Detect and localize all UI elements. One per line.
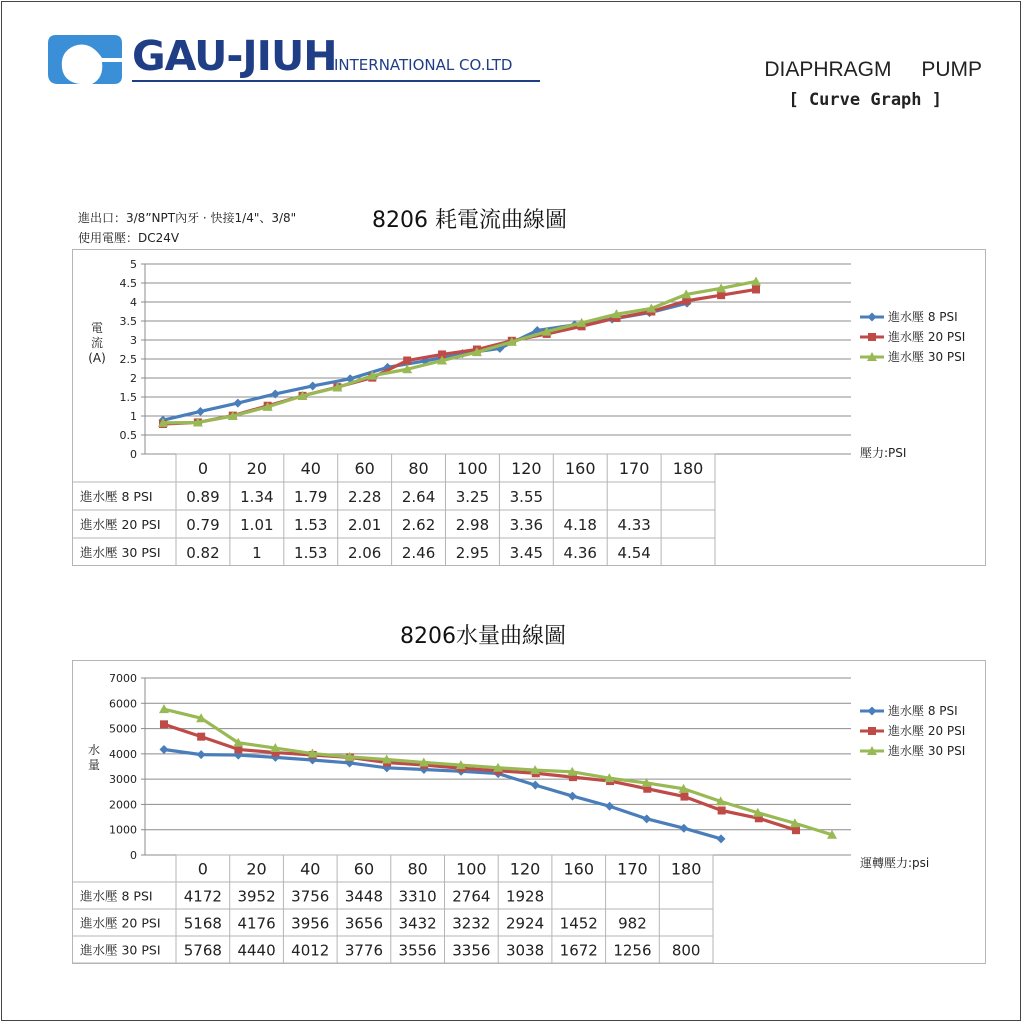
chart2-ytick-label: 0 — [130, 849, 137, 862]
chart2-title: 8206水量曲線圖 — [400, 624, 566, 649]
chart2-table-cell: 3038 — [505, 941, 545, 960]
chart1-ytick-label: 3 — [130, 334, 137, 347]
chart2-table-cell: 1928 — [505, 887, 545, 906]
chart1-legend-marker — [868, 313, 877, 322]
chart2-table-series-name: 進水壓 8 PSI — [80, 888, 153, 904]
chart1-table-series-name: 進水壓 30 PSI — [80, 545, 161, 560]
chart2-ytick-label: 4000 — [109, 747, 137, 761]
chart2-table-category: 40 — [300, 859, 321, 879]
chart2-legend-label: 進水壓 30 PSI — [888, 744, 966, 758]
chart2-table-cell: 4440 — [237, 941, 276, 960]
chart1-table-category: 160 — [564, 459, 596, 478]
chart1-ytick-label: 1.5 — [119, 391, 137, 404]
chart1-table-cell: 1.53 — [294, 544, 328, 562]
chart2-series-1-point — [605, 802, 614, 811]
chart2-ytick-label: 7000 — [109, 672, 137, 685]
chart2-table-category: 180 — [670, 859, 702, 879]
chart1-ytick-label: 0.5 — [119, 429, 137, 442]
chart1-ytick-label: 4.5 — [119, 277, 137, 290]
chart1-table-cell: 0.79 — [186, 516, 220, 534]
chart2-table-cell: 3356 — [452, 941, 491, 960]
chart1-table-cell: 3.36 — [509, 516, 544, 534]
chart1-ytick-label: 2.5 — [119, 353, 137, 366]
chart1-table-category: 120 — [511, 459, 542, 478]
chart1-xlabel: 壓力:PSI — [860, 446, 907, 460]
chart1-series-2-point — [403, 357, 411, 365]
chart2-ytick-label: 6000 — [109, 697, 137, 711]
chart2-table-cell: 3776 — [344, 941, 384, 960]
chart2-legend-marker — [868, 707, 877, 716]
chart2-table-cell: 3310 — [398, 887, 437, 906]
chart1-table-cell: 4.54 — [617, 544, 651, 562]
chart1-table-category: 20 — [246, 459, 268, 478]
chart2-table-cell: 4012 — [291, 941, 330, 960]
chart1-table-cell: 2.95 — [455, 544, 490, 562]
chart1-table-category: 40 — [300, 459, 321, 478]
chart1-table-cell: 1.01 — [240, 516, 274, 534]
chart1-table-cell: 0.89 — [186, 488, 220, 506]
chart1-legend-label: 進水壓 20 PSI — [888, 330, 966, 344]
chart2-table-cell: 3448 — [344, 887, 384, 906]
chart1-table-cell: 1.34 — [240, 488, 274, 506]
chart1-table-cell: 0.82 — [186, 544, 220, 562]
chart1-series-1-point — [308, 381, 317, 390]
chart2-table-series-name: 進水壓 20 PSI — [80, 915, 161, 931]
chart1-ytick-label: 5 — [130, 258, 137, 271]
chart2-table-cell: 3656 — [344, 914, 384, 933]
chart2-table-category: 170 — [617, 859, 648, 879]
chart1-table-cell: 3.25 — [455, 488, 490, 506]
page-title: DIAPHRAGM PUMP — [764, 58, 982, 81]
chart1-ylabel: 電 — [90, 321, 104, 335]
chart2-series-2-point — [680, 793, 688, 801]
chart1-title: 8206 耗電流曲線圖 — [372, 208, 567, 233]
chart2-table-category: 160 — [563, 859, 595, 879]
water-drop-icon — [46, 32, 126, 88]
chart1-ytick-label: 1 — [130, 410, 137, 423]
chart2-series-1-point — [197, 750, 206, 759]
chart1-table-cell: 3.55 — [509, 488, 544, 506]
chart2-table-cell: 3956 — [291, 914, 330, 933]
chart1-table-cell: 2.46 — [401, 544, 436, 562]
chart2-table-category: 100 — [456, 859, 487, 879]
chart2-table-cell: 1256 — [613, 941, 652, 960]
chart2-table-cell: 3756 — [291, 887, 330, 906]
chart1-table-category: 100 — [457, 459, 488, 478]
chart1-table-cell: 2.64 — [401, 488, 436, 506]
spec-line-voltage: 使用電壓：DC24V — [78, 231, 180, 245]
chart2-table-cell: 5168 — [183, 914, 222, 933]
chart1-ytick-label: 4 — [130, 296, 137, 309]
chart1-legend-marker — [868, 333, 876, 341]
chart2-series-1-point — [160, 745, 169, 754]
chart1-table-cell: 1.53 — [294, 516, 328, 534]
chart2-legend-label: 進水壓 20 PSI — [888, 724, 966, 738]
chart2-series-1-point — [568, 792, 577, 801]
chart1-table-cell: 1.79 — [294, 488, 328, 506]
chart1-table-cell: 2.06 — [347, 544, 382, 562]
spec-line-ports: 進出口：3/8”NPT內牙 · 快接1/4"、3/8" — [78, 211, 297, 225]
company-logo — [46, 30, 546, 90]
chart2-series-2-point — [160, 720, 168, 728]
chart2-series-1-point — [642, 814, 651, 823]
current-chart — [72, 249, 986, 566]
chart1-series-1-point — [196, 407, 205, 416]
chart2-table-category: 120 — [509, 859, 541, 879]
chart1-series-1-point — [233, 399, 242, 408]
chart2-ylabel: 量 — [87, 758, 101, 772]
chart1-table-cell: 3.45 — [509, 544, 544, 562]
chart2-ylabel: 水 — [87, 743, 101, 757]
chart1-table-cell: 2.01 — [347, 516, 382, 534]
chart2-table-series-name: 進水壓 30 PSI — [80, 942, 161, 958]
chart2-xlabel: 運轉壓力:psi — [860, 856, 930, 870]
chart1-ylabel: (A) — [88, 351, 106, 365]
chart2-series-2-point — [197, 733, 205, 741]
chart2-table-cell: 3952 — [237, 887, 276, 906]
chart1-table-cell: 2.28 — [347, 488, 382, 506]
chart2-table-cell: 3432 — [398, 914, 437, 933]
chart2-legend-label: 進水壓 8 PSI — [888, 704, 958, 718]
chart1-ytick-label: 2 — [130, 372, 137, 385]
chart1-legend-label: 進水壓 30 PSI — [888, 350, 966, 364]
chart2-table-category: 80 — [407, 859, 428, 879]
chart1-table-cell: 4.33 — [617, 516, 651, 534]
chart2-table-category: 0 — [197, 859, 208, 879]
chart2-ytick-label: 5000 — [109, 722, 137, 736]
chart2-table-cell: 1672 — [559, 941, 598, 960]
chart1-table-series-name: 進水壓 8 PSI — [80, 489, 153, 504]
page-subtitle: [ Curve Graph ] — [788, 90, 942, 110]
chart1-table-cell: 2.98 — [455, 516, 490, 534]
chart1-legend-label: 進水壓 8 PSI — [888, 310, 958, 324]
chart2-table-cell: 1452 — [559, 914, 598, 933]
chart2-series-2-point — [718, 806, 726, 814]
chart1-table-category: 0 — [197, 459, 209, 478]
chart2-table-cell: 4176 — [237, 914, 276, 933]
chart1-ytick-label: 0 — [130, 448, 137, 461]
chart2-ytick-label: 3000 — [109, 773, 137, 787]
logo-subtitle: INTERNATIONAL CO.LTD — [334, 56, 513, 74]
chart2-table-category: 60 — [353, 859, 375, 879]
chart2-table-cell: 982 — [618, 914, 647, 933]
chart2-series-2-line — [164, 724, 796, 830]
chart1-table-cell: 4.18 — [563, 516, 597, 534]
chart2-table-cell: 3232 — [452, 914, 491, 933]
chart1-table-cell: 2.62 — [401, 516, 436, 534]
chart2-series-1-point — [679, 824, 688, 833]
chart2-table-cell: 2764 — [452, 887, 491, 906]
chart1-table-category: 80 — [408, 459, 429, 478]
chart1-ylabel: 流 — [90, 336, 104, 350]
flow-chart — [72, 660, 986, 964]
chart2-table-category: 20 — [246, 859, 267, 879]
chart1-table-cell: 4.36 — [563, 544, 597, 562]
logo-name: GAU-JIUH — [132, 32, 337, 80]
chart1-table-category: 170 — [618, 459, 650, 478]
chart2-series-1-point — [531, 781, 540, 790]
chart2-series-2-point — [792, 826, 800, 834]
chart2-ytick-label: 2000 — [109, 798, 137, 812]
chart1-series-2-point — [717, 291, 725, 299]
chart2-table-cell: 4172 — [183, 887, 222, 906]
chart1-table-category: 180 — [672, 459, 704, 478]
chart1-table-series-name: 進水壓 20 PSI — [80, 517, 161, 532]
chart2-series-1-point — [717, 834, 726, 843]
chart2-table-cell: 5768 — [183, 941, 222, 960]
chart2-table-cell: 3556 — [398, 941, 437, 960]
chart1-ytick-label: 3.5 — [119, 315, 137, 328]
chart1-table-category: 60 — [354, 459, 375, 478]
chart1-series-2-point — [752, 285, 760, 293]
chart2-ytick-label: 1000 — [109, 823, 137, 837]
chart2-table-cell: 800 — [671, 941, 701, 960]
logo-underline — [132, 80, 540, 82]
chart1-table-cell: 1 — [252, 544, 262, 562]
chart2-table-cell: 2924 — [505, 914, 545, 933]
chart2-legend-marker — [868, 727, 876, 735]
